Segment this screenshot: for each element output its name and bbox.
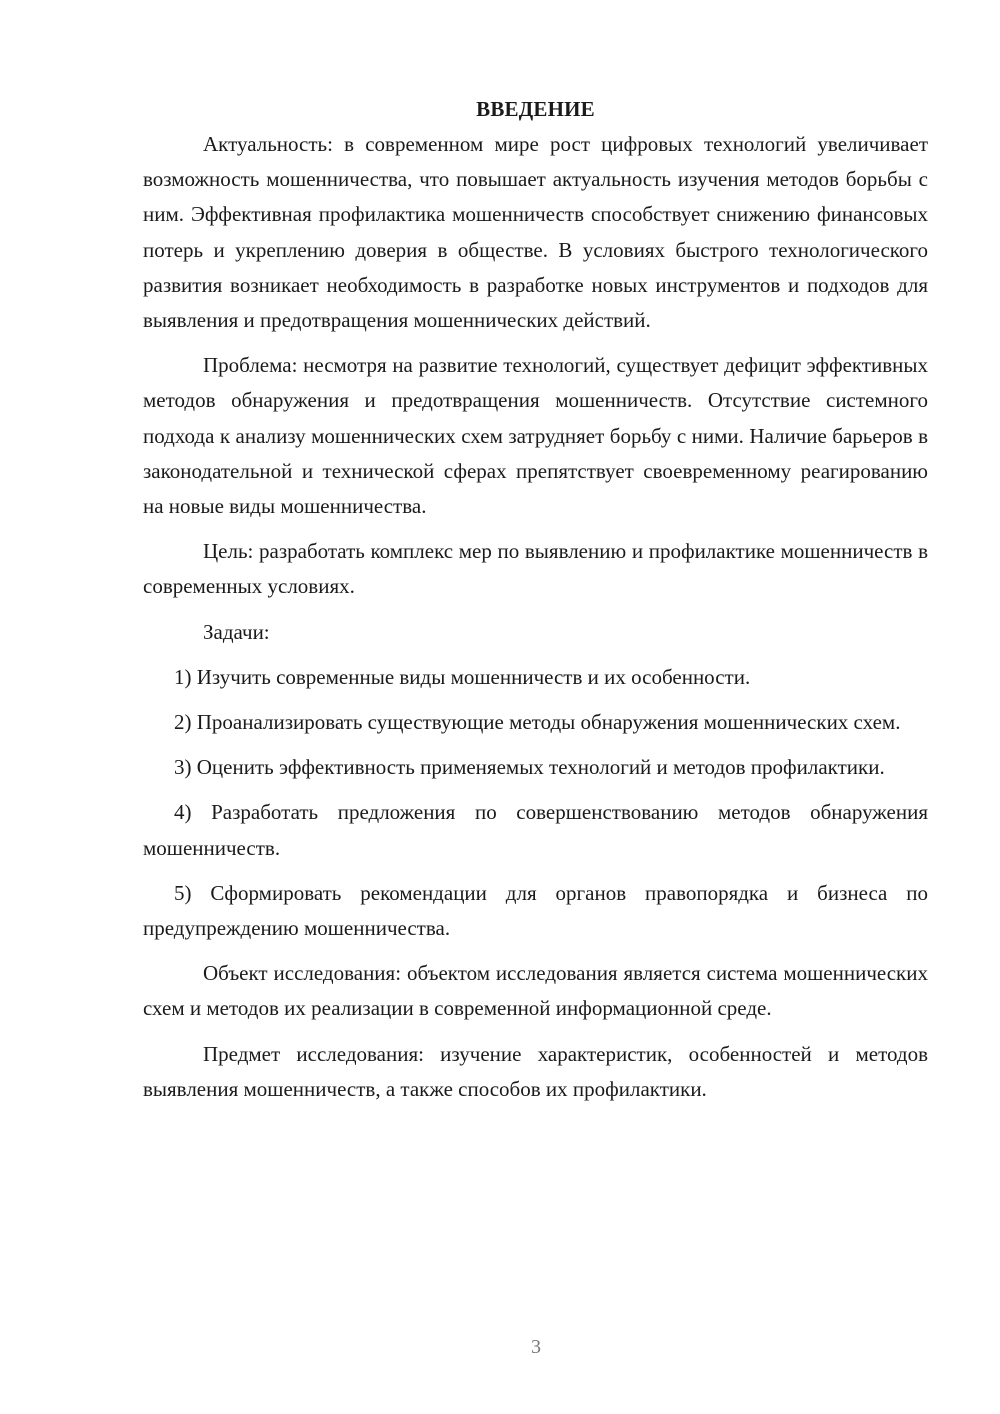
paragraph-object: Объект исследования: объектом исследования является система мошеннических схем и методов их реализации в современной информационной среде. [143,961,928,1021]
paragraph-relevance: Актуальность: в современном мире рост цифровых технологий увеличивает возможность мошенничества, что повышает актуальность изучения методов борьбы с ним. Эффективная профилактика мошенничеств способствует снижению финансовых потерь и укреплению доверия в обществе. В условиях быстрого технологического развития возникает необходимость в разработке новых инструментов и подходов для выявления и предотвращения мошеннических действий. [143,132,928,333]
task-item-5: 5) Сформировать рекомендации для органов правопорядка и бизнеса по предупреждению мошенничества. [143,880,928,941]
task-item-4: 4) Разработать предложения по совершенствованию методов обнаружения мошенничеств. [143,800,928,860]
page-content [143,92,928,1107]
paragraph-problem: Проблема: несмотря на развитие технологий, существует дефицит эффективных методов обнаружения и предотвращения мошенничеств. Отсутствие системного подхода к анализу мошеннических схем затрудняет борьбу с ними. Наличие барьеров в законодательной и технической сферах препятствует своевременному реагированию на новые виды мошенничества. [143,353,928,519]
section-heading: ВВЕДЕНИЕ [476,97,595,121]
paragraph-goal: Цель: разработать комплекс мер по выявлению и профилактике мошенничеств в современных условиях. [143,539,928,599]
page-number: 3 [531,1336,541,1358]
task-item-3: 3) Оценить эффективность применяемых технологий и методов профилактики. [174,755,885,780]
task-item-1: 1) Изучить современные виды мошенничеств и их особенности. [174,664,751,689]
tasks-label: Задачи: [203,619,270,644]
paragraph-subject: Предмет исследования: изучение характеристик, особенностей и методов выявления мошенничеств, а также способов их профилактики. [143,1041,928,1101]
task-item-2: 2) Проанализировать существующие методы обнаружения мошеннических схем. [174,710,901,735]
